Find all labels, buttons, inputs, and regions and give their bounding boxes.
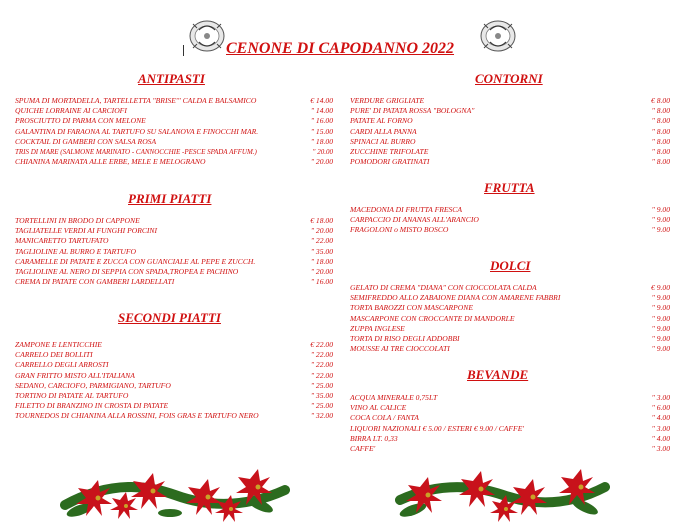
menu-item: SEMIFREDDO ALLO ZABAIONE DIANA CON AMARENE FABBRI " 9.00 [350, 293, 670, 303]
section-title-secondi: SECONDI PIATTI [118, 310, 221, 325]
menu-item: ZAMPONE E LENTICCHIE € 22.00 [15, 340, 333, 349]
menu-item: GELATO DI CREMA "DIANA" CON CIOCCOLATA CALDA € 9.00 [350, 283, 670, 292]
poinsettia-garland-left [60, 465, 290, 530]
menu-item: CARPACCIO DI ANANAS ALL'ARANCIO " 9.00 [350, 215, 670, 225]
menu-item: PATATE AL FORNO " 8.00 [350, 116, 670, 126]
section-title-primi: PRIMI PIATTI [128, 191, 212, 206]
contorni-list [350, 96, 670, 167]
menu-item: TOURNEDOS DI CHIANINA ALLA ROSSINI, FOIS GRAS E TARTUFO NERO " 32.00 [15, 411, 333, 421]
menu-item: CAFFE' " 3.00 [350, 443, 670, 453]
menu-item: COCA COLA / FANTA " 4.00 [350, 413, 670, 423]
antipasti-list [15, 96, 333, 167]
section-title-antipasti: ANTIPASTI [138, 71, 205, 86]
menu-item: QUICHE LORRAINE AI CARCIOFI " 14.00 [15, 106, 333, 116]
menu-item: GALANTINA DI FARAONA AL TARTUFO SU SALANOVA E FINOCCHI MAR. " 15.00 [15, 126, 333, 136]
ornament-emblem-right [478, 16, 518, 54]
menu-item: COCKTAIL DI GAMBERI CON SALSA ROSA " 18.00 [15, 136, 333, 146]
menu-item: TRIS DI MARE (SALMONE MARINATO - CANNOCCHIE -PESCE SPADA AFFUM.) " 20.00 [15, 147, 333, 156]
poinsettia-garland-right [395, 465, 610, 530]
menu-item: CARDI ALLA PANNA " 8.00 [350, 126, 670, 136]
menu-item: BIRRA LT. 0,33 " 4.00 [350, 433, 670, 443]
menu-item: POMODORI GRATINATI " 8.00 [350, 157, 670, 167]
menu-item: PURE' DI PATATA ROSSA "BOLOGNA" " 8.00 [350, 106, 670, 116]
menu-item: TAGLIOLINE AL BURRO E TARTUFO " 35.00 [15, 246, 333, 256]
menu-item: TORTA BAROZZI CON MASCARPONE " 9.00 [350, 303, 670, 313]
menu-item: SEDANO, CARCIOFO, PARMIGIANO, TARTUFO " 25.00 [15, 380, 333, 390]
menu-item: CARAMELLE DI PATATE E ZUCCA CON GUANCIALE AL PEPE E ZUCCH. " 18.00 [15, 256, 333, 266]
frutta-list [350, 205, 670, 236]
menu-item: CARRELO DEI BOLLITI " 22.00 [15, 350, 333, 360]
menu-item: LIQUORI NAZIONALI € 5.00 / ESTERI € 9.00 / CAFFE' " 3.00 [350, 423, 670, 433]
secondi-list [15, 340, 333, 422]
menu-item: PROSCIUTTO DI PARMA CON MELONE " 16.00 [15, 116, 333, 126]
menu-item: MOUSSE AI TRE CIOCCOLATI " 9.00 [350, 344, 670, 354]
menu-item: FILETTO DI BRANZINO IN CROSTA DI PATATE " 25.00 [15, 401, 333, 411]
bevande-list [350, 393, 670, 454]
menu-item: CREMA DI PATATE CON GAMBERI LARDELLATI " 16.00 [15, 277, 333, 287]
menu-item: TAGLIOLINE AL NERO DI SEPPIA CON SPADA,TROPEA E PACHINO " 20.00 [15, 266, 333, 276]
menu-item: TORTELLINI IN BRODO DI CAPPONE € 18.00 [15, 216, 333, 225]
menu-item: SPUMA DI MORTADELLA, TARTELLETTA "BRISE'" CALDA E BALSAMICO € 14.00 [15, 96, 333, 105]
primi-list [15, 216, 333, 287]
section-title-contorni: CONTORNI [475, 71, 543, 86]
section-title-frutta: FRUTTA [484, 180, 535, 195]
menu-item: TAGLIATELLE VERDI AI FUNGHI PORCINI " 20.00 [15, 226, 333, 236]
menu-item: TORTA DI RISO DEGLI ADDOBBI " 9.00 [350, 333, 670, 343]
menu-item: CARRELLO DEGLI ARROSTI " 22.00 [15, 360, 333, 370]
menu-item: SPINACI AL BURRO " 8.00 [350, 136, 670, 146]
menu-item: MACEDONIA DI FRUTTA FRESCA " 9.00 [350, 205, 670, 214]
menu-item: GRAN FRITTO MISTO ALL'ITALIANA " 22.00 [15, 370, 333, 380]
section-title-bevande: BEVANDE [467, 367, 529, 382]
menu-item: VERDURE GRIGLIATE € 8.00 [350, 96, 670, 105]
divider-mark [183, 45, 184, 56]
page-title: CENONE DI CAPODANNO 2022 [226, 40, 455, 57]
menu-item: ZUCCHINE TRIFOLATE " 8.00 [350, 146, 670, 156]
menu-item: ZUPPA INGLESE " 9.00 [350, 323, 670, 333]
menu-item: FRAGOLONI o MISTO BOSCO " 9.00 [350, 225, 670, 235]
ornament-emblem-left [187, 16, 227, 54]
menu-item: CHIANINA MARINATA ALLE ERBE, MELE E MELOGRANO " 20.00 [15, 157, 333, 167]
menu-item: MANICARETTO TARTUFATO " 22.00 [15, 236, 333, 246]
section-title-dolci: DOLCI [490, 258, 531, 273]
dolci-list [350, 283, 670, 354]
menu-item: MASCARPONE CON CROCCANTE DI MANDORLE " 9.00 [350, 313, 670, 323]
menu-item: ACQUA MINERALE 0,75LT " 3.00 [350, 393, 670, 402]
menu-item: TORTINO DI PATATE AL TARTUFO " 35.00 [15, 390, 333, 400]
menu-item: VINO AL CALICE " 6.00 [350, 403, 670, 413]
